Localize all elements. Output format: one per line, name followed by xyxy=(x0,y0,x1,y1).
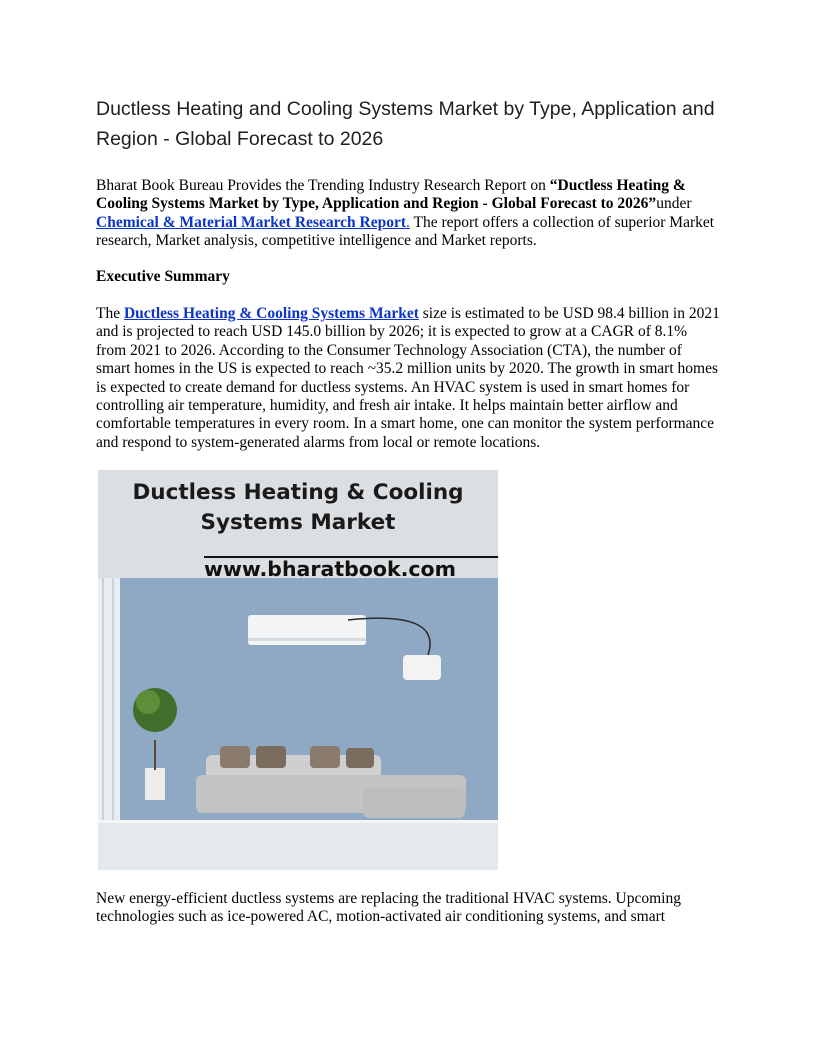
page-title: Ductless Heating and Cooling Systems Market by Type, Application and Region - Global Forecast to 2026 xyxy=(96,98,715,150)
plant-stem xyxy=(154,740,156,770)
cushion xyxy=(220,746,250,768)
baseboard xyxy=(98,820,498,823)
summary-body: size is estimated to be USD 98.4 billion in 2021 and is projected to reach USD 145.0 billion by 2026; it is expected to grow at a CAGR of 8.1% from 2021 to 2026. According to the Consumer Technology Association (CTA), the number of smart homes in the US is expected to reach ~35.2 million units by 2020. The growth in smart homes is expected to create demand for ductless systems. An HVAC system is used in smart homes for controlling air temperature, humidity, and fresh air intake. It helps maintain better airflow and comfortable temperatures in every room. In a smart home, one can monitor the system performance and respond to system-generated alarms from local or remote locations. xyxy=(96,305,720,451)
chemical-material-report-link[interactable]: Chemical & Material Market Research Report xyxy=(96,213,407,231)
intro-under: under xyxy=(656,195,692,213)
ac-vent xyxy=(248,638,366,641)
lamp-shade xyxy=(403,655,441,680)
cushion xyxy=(256,746,286,768)
summary-prefix: The xyxy=(96,305,124,322)
intro-suffix: The report offers a collection of superior Market research, Market analysis, competitive intelligence and Market reports. xyxy=(96,213,715,250)
sofa-chaise xyxy=(363,788,465,818)
cushion xyxy=(310,746,340,768)
plant-pot xyxy=(145,768,165,800)
banner-title-line2: Systems Market xyxy=(200,510,396,535)
ductless-market-link[interactable]: Ductless Heating & Cooling Systems Market xyxy=(123,305,419,322)
market-banner-image xyxy=(98,470,498,870)
intro-prefix: Bharat Book Bureau Provides the Trending Industry Research Report on xyxy=(96,177,550,194)
intro-link-suffix: . xyxy=(406,213,410,231)
floor xyxy=(98,820,498,870)
executive-summary-heading: Executive Summary xyxy=(96,268,230,285)
cushion xyxy=(346,748,374,768)
banner-url: www.bharatbook.com xyxy=(204,557,456,581)
banner-title-line1: Ductless Heating & Cooling xyxy=(132,480,464,505)
intro-paragraph xyxy=(96,177,720,251)
report-title-bold: “Ductless Heating & Cooling Systems Market by Type, Application and Region - Global Forecast to 2026” xyxy=(96,177,686,213)
plant-foliage xyxy=(136,690,160,714)
summary-paragraph xyxy=(96,305,720,452)
closing-paragraph: New energy-efficient ductless systems are replacing the traditional HVAC systems. Upcoming technologies such as ice-powered AC, motion-activated air conditioning systems, and smart xyxy=(96,890,681,926)
